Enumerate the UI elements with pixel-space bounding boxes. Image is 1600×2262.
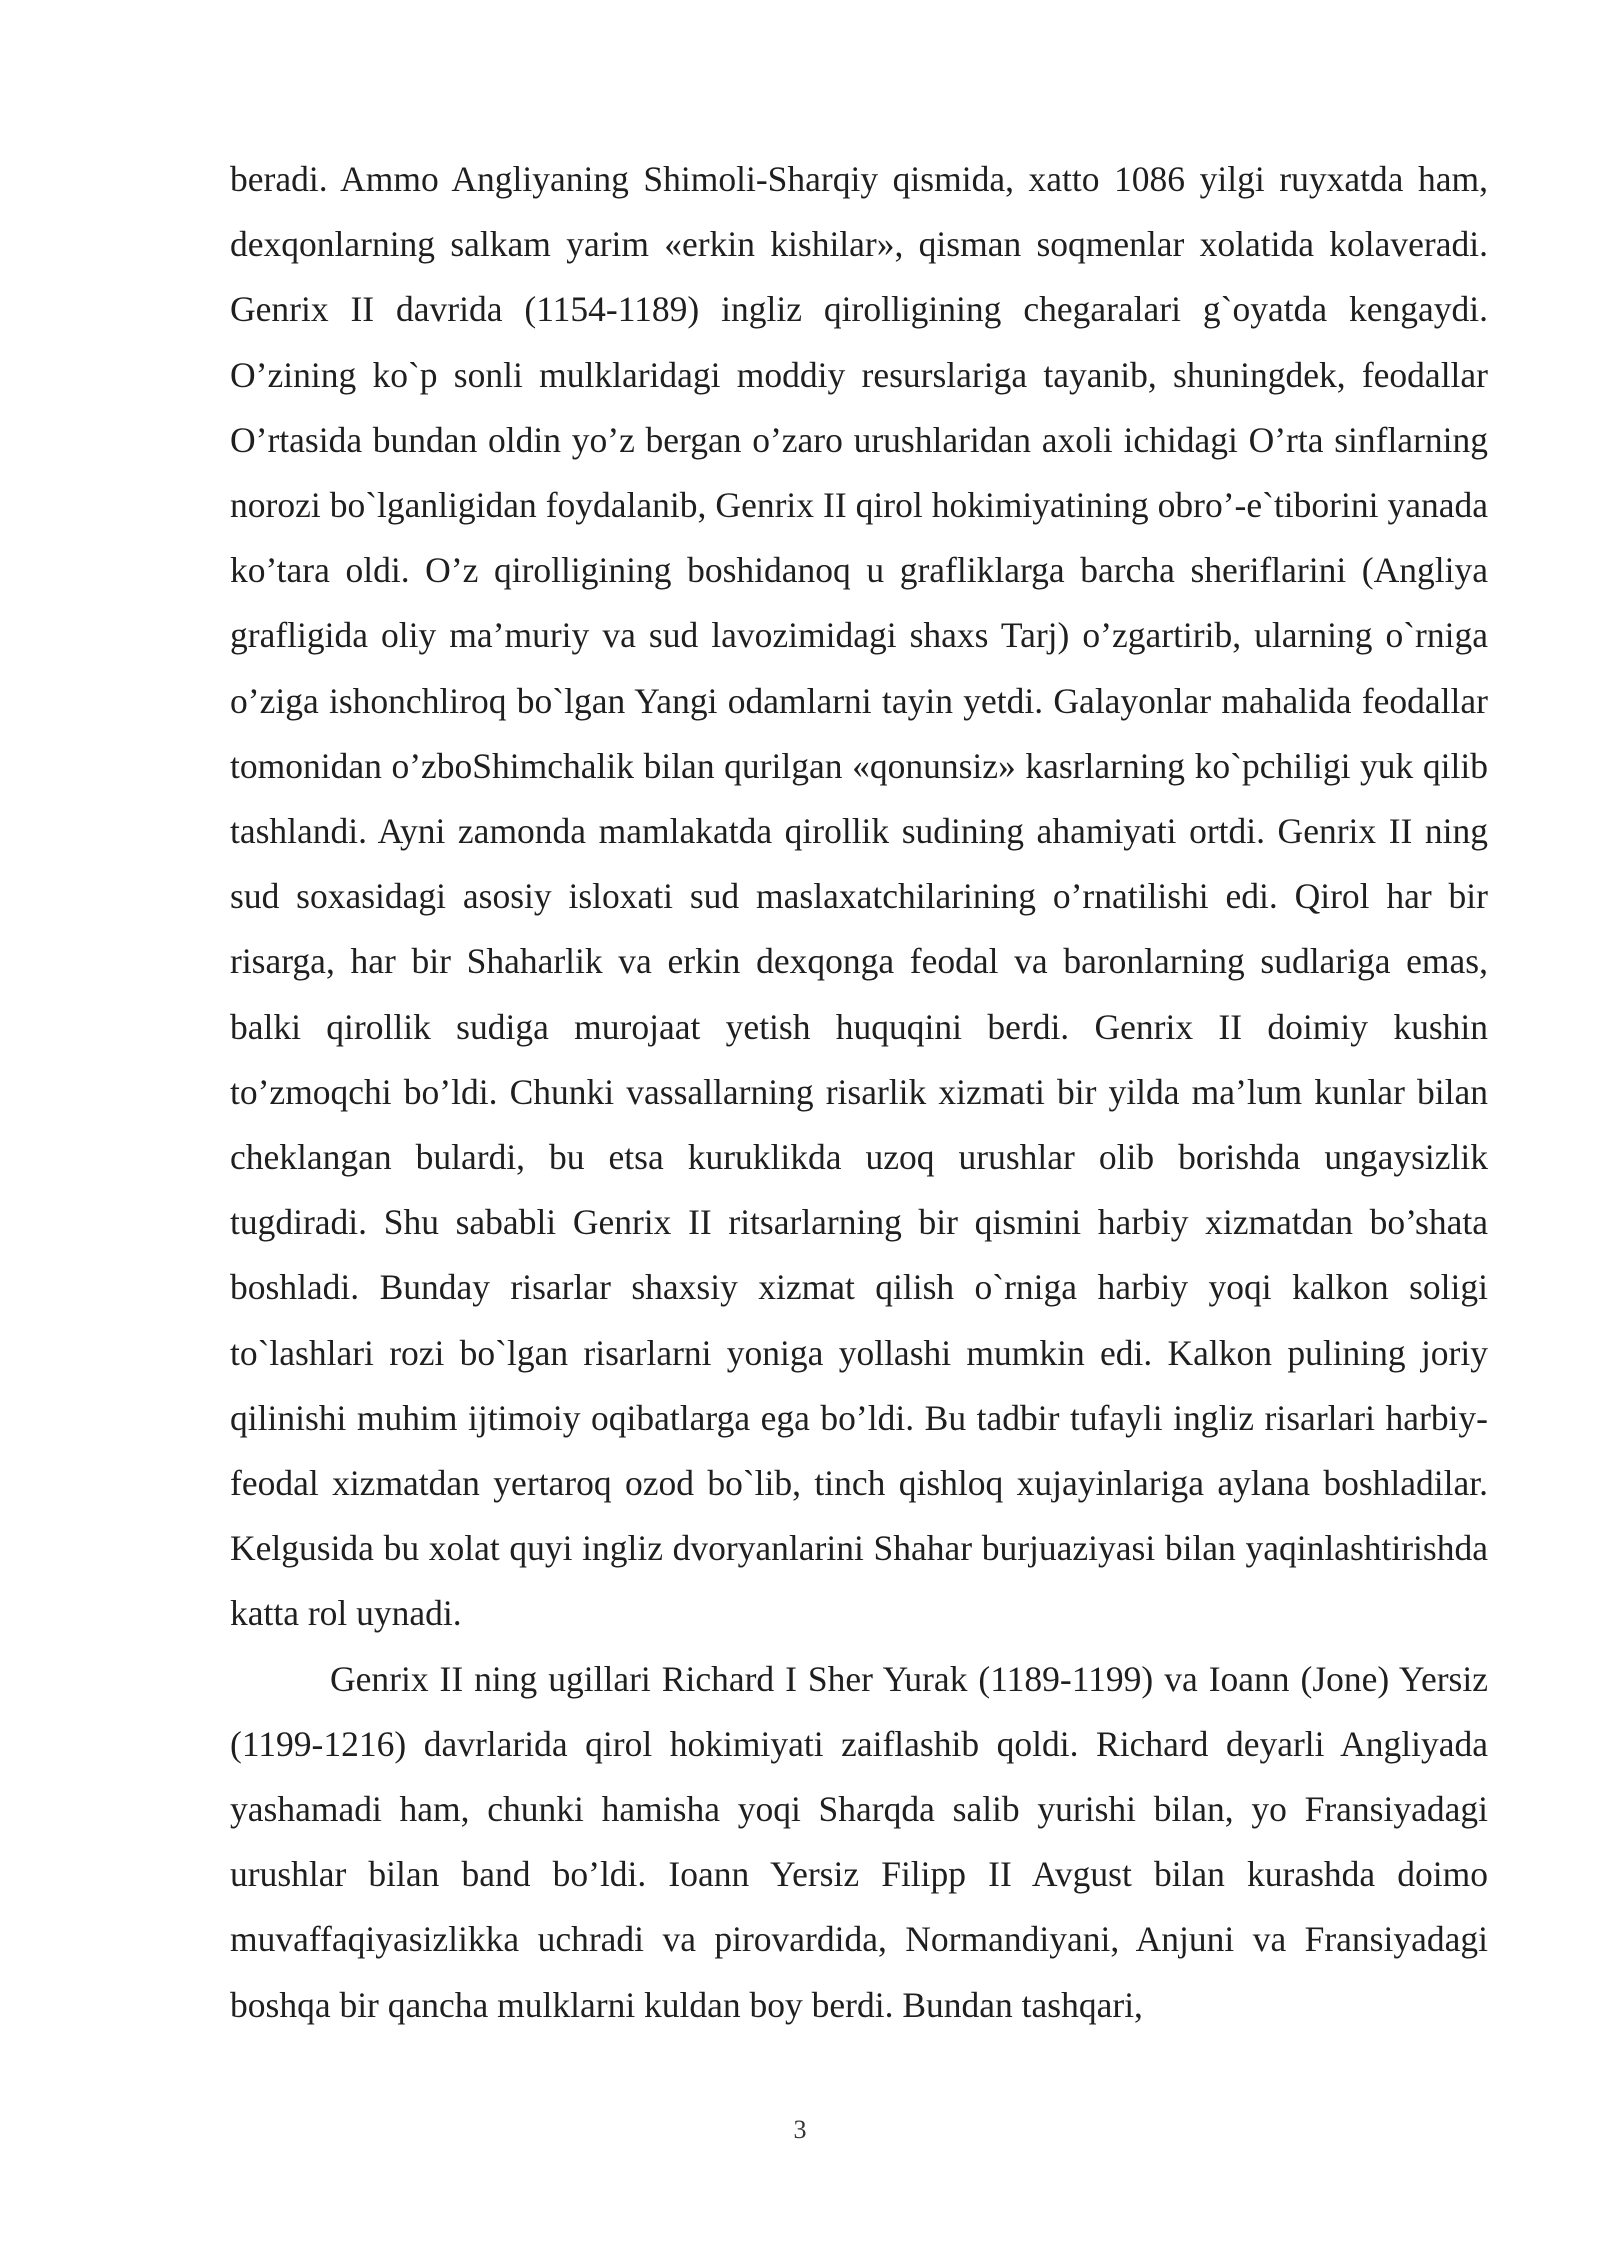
paragraph-continuation: beradi. Ammo Angliyaning Shimoli-Sharqiy qismida, xatto 1086 yilgi ruyxatda ham, dexqonlarning salkam yarim «erkin kishilar», qisman soqmenlar xolatida kolaveradi. Genrix II davrida (1154-1189) ingliz qirolligining chegaralari g`oyatda kengaydi. O’zining ko`p sonli mulklaridagi moddiy resurslariga tayanib, shuningdek, feodallar O’rtasida bundan oldin yo’z bergan o’zaro urushlaridan axoli ichidagi O’rta sinflarning norozi bo`lganligidan foydalanib, Genrix II qirol hokimiyatining obro’-e`tiborini yanada ko’tara oldi. O’z qirolligining boshidanoq u grafliklarga barcha sheriflarini (Angliya grafligida oliy ma’muriy va sud lavozimidagi shaxs Tarj) o’zgartirib, ularning o`rniga o’ziga ishonchliroq bo`lgan Yangi odamlarni tayin yetdi. Galayonlar mahalida feodallar tomonidan o’zboShimchalik bilan qurilgan «qonunsiz» kasrlarning ko`pchiligi yuk qilib tashlandi. Ayni zamonda mamlakatda qirollik sudining ahamiyati ortdi. Genrix II ning sud soxasidagi asosiy isloxati sud maslaxatchilarining o’rnatilishi edi. Qirol har bir risarga, har bir Shaharlik va erkin dexqonga feodal va baronlarning sudlariga emas, balki qirollik sudiga murojaat yetish huquqini berdi. Genrix II doimiy kushin to’zmoqchi bo’ldi. Chunki vassallarning risarlik xizmati bir yilda ma’lum kunlar bilan cheklangan bulardi, bu etsa kuruklikda uzoq urushlar olib borishda ungaysizlik tugdiradi. Shu sababli Genrix II ritsarlarning bir qismini harbiy xizmatdan bo’shata boshladi. Bunday risarlar shaxsiy xizmat qilish o`rniga harbiy yoqi kalkon soligi to`lashlari rozi bo`lgan risarlarni yoniga yollashi mumkin edi. Kalkon pulining joriy qilinishi muhim ijtimoiy oqibatlarga ega bo’ldi. Bu tadbir tufayli ingliz risarlari harbiy-feodal xizmatdan yertaroq ozod bo`lib, tinch qishloq xujayinlariga aylana boshladilar. Kelgusida bu xolat quyi ingliz dvoryanlarini Shahar burjuaziyasi bilan yaqinlashtirishda katta rol uynadi. [230,159,1488,1634]
page-number: 3 [793,2115,807,2144]
paragraph-genrix-sons: Genrix II ning ugillari Richard I Sher Yurak (1189-1199) va Ioann (Jone) Yersiz (1199-1216) davrlarida qirol hokimiyati zaiflashib qoldi. Richard deyarli Angliyada yashamadi ham, chunki hamisha yoqi Sharqda salib yurishi bilan, yo Fransiyadagi urushlar bilan band bo’ldi. Ioann Yersiz Filipp II Avgust bilan kurashda doimo muvaffaqiyasizlikka uchradi va pirovardida, Normandiyani, Anjuni va Fransiyadagi boshqa bir qancha mulklarni kuldan boy berdi. Bundan tashqari, [230,1658,1488,2025]
body-text [230,147,1488,2038]
